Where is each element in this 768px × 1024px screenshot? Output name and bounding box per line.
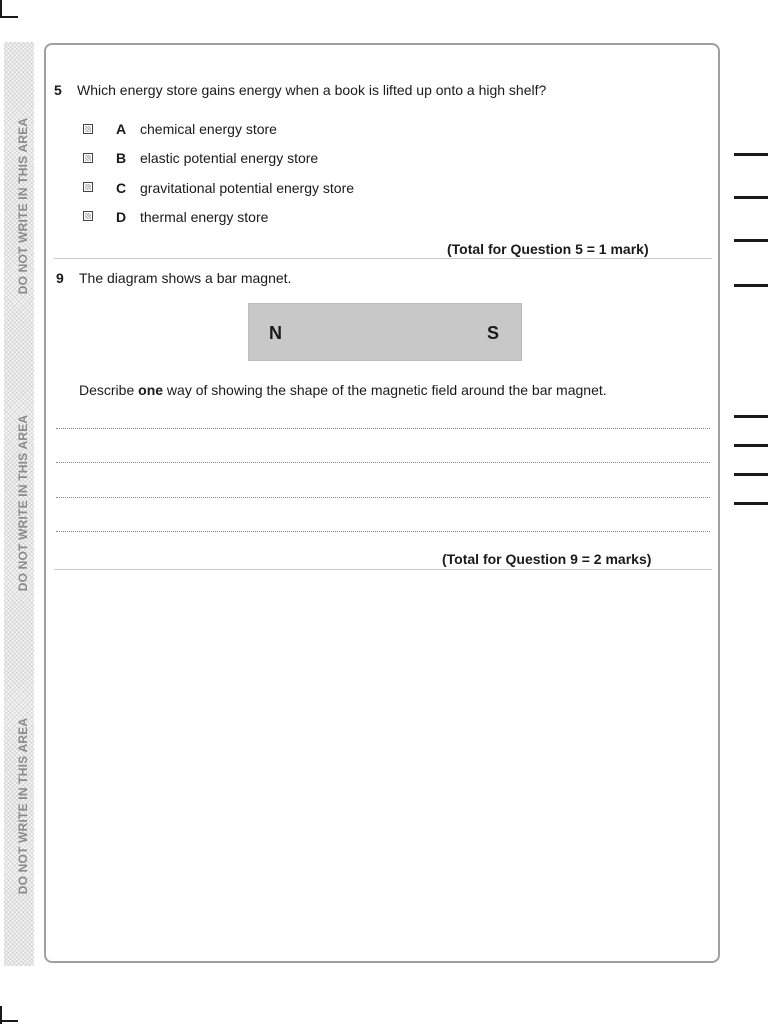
option-d-letter: D xyxy=(116,209,127,225)
edge-tab xyxy=(734,502,768,505)
option-b-checkbox[interactable] xyxy=(83,153,93,163)
margin-label-bottom: DO NOT WRITE IN THIS AREA xyxy=(16,717,30,895)
question-9-total: (Total for Question 9 = 2 marks) xyxy=(442,551,652,567)
option-b-letter: B xyxy=(116,150,127,166)
bar-magnet-diagram xyxy=(248,303,522,361)
edge-tab xyxy=(734,284,768,287)
edge-tab xyxy=(734,239,768,242)
edge-tab xyxy=(734,473,768,476)
crop-mark-bottom-horizontal xyxy=(0,1020,18,1022)
option-a-letter: A xyxy=(116,121,127,137)
option-a-checkbox[interactable] xyxy=(83,124,93,134)
answer-line[interactable] xyxy=(56,428,710,429)
south-pole-label: S xyxy=(486,323,499,343)
edge-tab xyxy=(734,196,768,199)
answer-line[interactable] xyxy=(56,462,710,463)
option-b-text: elastic potential energy store xyxy=(140,150,319,166)
question-5-text: Which energy store gains energy when a book is lifted up onto a high shelf? xyxy=(77,82,547,98)
option-a-text: chemical energy store xyxy=(140,121,277,137)
north-pole-label: N xyxy=(269,323,282,343)
answer-line[interactable] xyxy=(56,531,710,532)
edge-tab xyxy=(734,153,768,156)
option-c-text: gravitational potential energy store xyxy=(140,180,355,196)
question-5-total: (Total for Question 5 = 1 mark) xyxy=(447,241,649,257)
option-c-checkbox[interactable] xyxy=(83,182,93,192)
question-9-prompt xyxy=(79,382,607,398)
question-9-intro: The diagram shows a bar magnet. xyxy=(79,270,292,286)
prompt-text-after: way of showing the shape of the magnetic field around the bar magnet. xyxy=(163,382,607,398)
crop-mark-top-horizontal xyxy=(0,16,18,18)
option-c-letter: C xyxy=(116,180,127,196)
edge-tab xyxy=(734,444,768,447)
question-9-divider xyxy=(54,569,712,570)
option-d-text: thermal energy store xyxy=(140,209,269,225)
prompt-text-before: Describe xyxy=(79,382,139,398)
edge-tab xyxy=(734,415,768,418)
margin-label-top: DO NOT WRITE IN THIS AREA xyxy=(16,117,30,295)
margin-label-middle: DO NOT WRITE IN THIS AREA xyxy=(16,414,30,592)
option-d-checkbox[interactable] xyxy=(83,211,93,221)
answer-line[interactable] xyxy=(56,497,710,498)
question-5-number: 5 xyxy=(54,82,62,98)
prompt-emphasis: one xyxy=(138,382,164,398)
question-9-number: 9 xyxy=(56,270,64,286)
question-5-divider xyxy=(54,258,712,259)
